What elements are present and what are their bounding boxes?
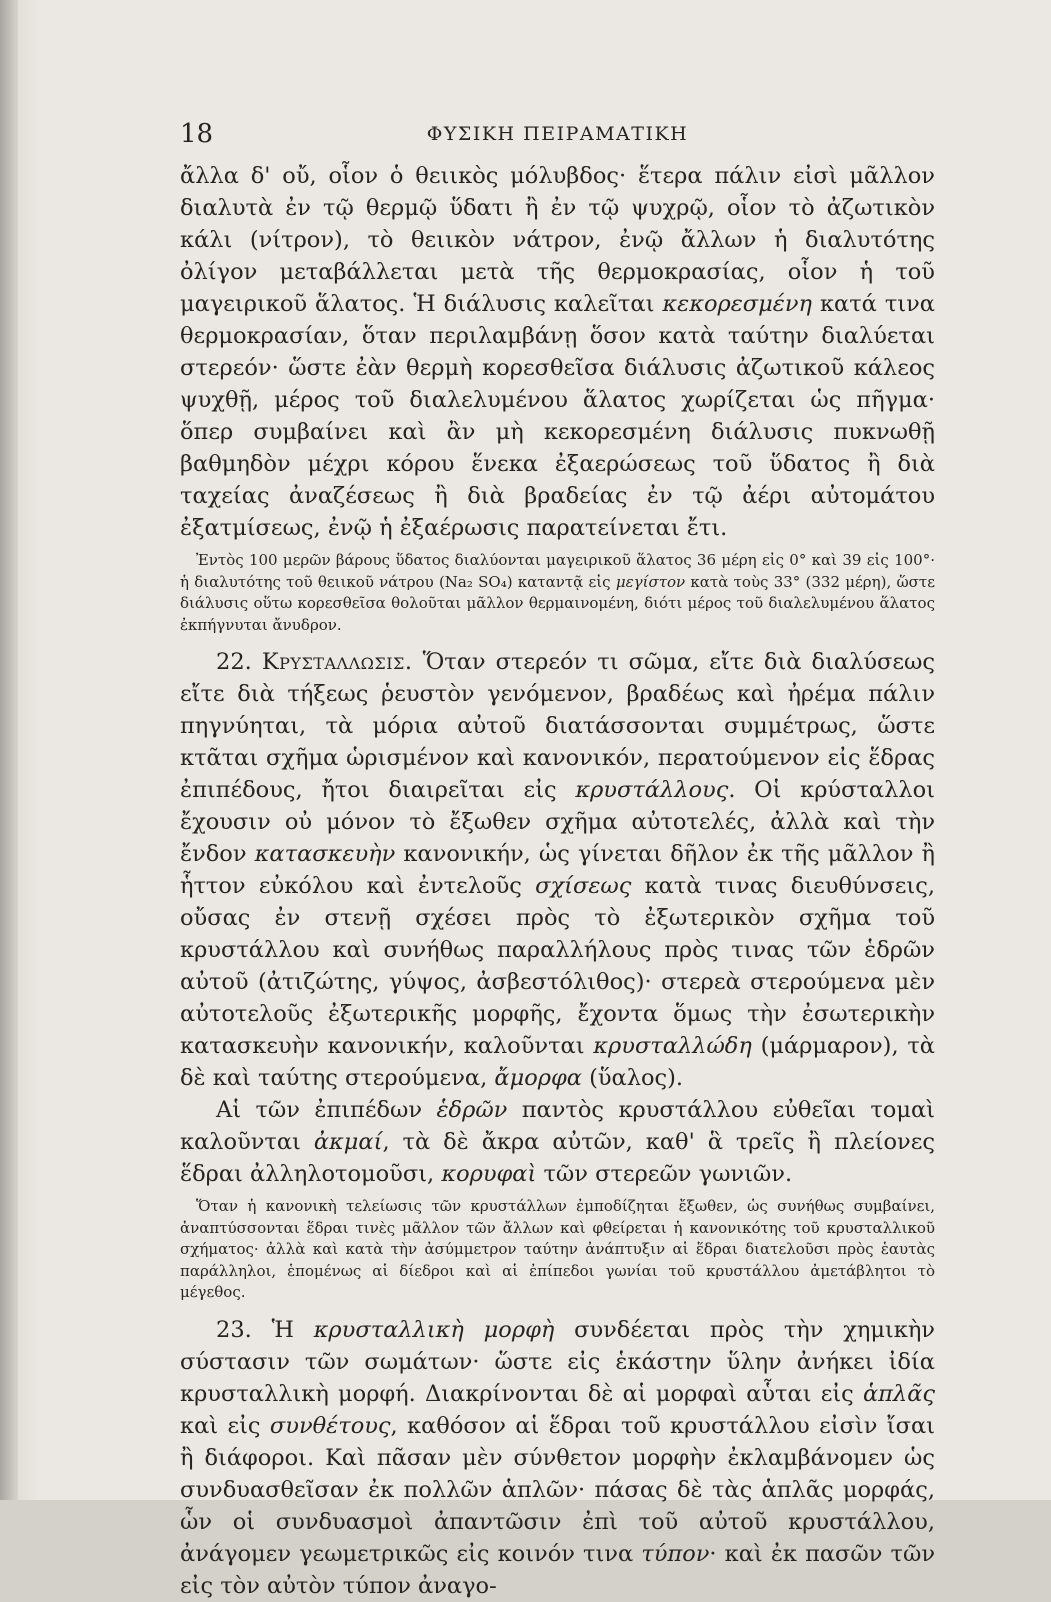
italic-term: σχίσεως: [535, 873, 632, 899]
text-run: (ὕαλος).: [581, 1065, 684, 1091]
text-run: καὶ εἰς: [180, 1412, 270, 1439]
text-run: κανονικήν, ὡς γίνεται δῆλον ἐκ τῆς μᾶλλον ἢ ἧττον εὐκόλου καὶ ἐντελοῦς: [180, 841, 935, 899]
paragraph-edges: [180, 1094, 935, 1190]
italic-term: συνθέτους: [269, 1412, 391, 1439]
text-run: ἄλλα δ' οὔ, οἷον ὁ θειικὸς μόλυβδος· ἕτερα πάλιν εἰσὶ μᾶλλον διαλυτὰ ἐν τῷ θερμῷ ὕδατι ἢ ἐν τῷ ψυχρῷ, οἷον τὸ ἀζωτικὸν κάλι (νίτρον), τὸ θειικὸν νάτρον, ἐνῷ ἄλλων ἡ διαλυτότης ὀλίγον μεταβάλλεται μετὰ τῆς θερμοκρασίας, οἷον ἡ τοῦ μαγειρικοῦ ἅλατος. Ἡ διάλυσις καλεῖται: [180, 163, 935, 317]
italic-term: κρυσταλλικὴ μορφὴ: [313, 1316, 555, 1343]
italic-term: κρυστάλλους: [575, 777, 729, 803]
italic-term: κορυφαὶ: [441, 1161, 537, 1187]
text-run: , τὰ δὲ ἄκρα αὐτῶν, καθ' ἃ τρεῖς ἢ πλείονες ἕδραι ἀλληλοτομοῦσι,: [180, 1129, 935, 1187]
italic-term: κεκορεσμένη: [662, 291, 813, 317]
italic-term: ἑδρῶν: [436, 1097, 508, 1123]
page-spine-shadow: [0, 0, 18, 1500]
paragraph-crystallization: [180, 646, 935, 1094]
text-run: , καθόσον αἱ ἕδραι τοῦ κρυστάλλου εἰσὶν ἴσαι ἢ διάφοροι. Καὶ πᾶσαν μὲν σύνθετον μορφὴν ἐκλαμβάνομεν ὡς συνδυασθεῖσαν ἐκ πολλῶν ἁπλῶν· πάσας δὲ τὰς ἁπλᾶς μορφάς, ὧν οἱ συνδυασμοὶ ἀπαντῶσιν ἐπὶ τοῦ αὐτοῦ κρυστάλλου, ἀνάγομεν γεωμετρικῶς εἰς κοινόν τινα: [180, 1412, 935, 1567]
text-run: . Οἱ κρύσταλλοι ἔχουσιν οὐ μόνον τὸ ἔξωθεν σχῆμα αὐτοτελές, ἀλλὰ καὶ τὴν ἔνδον: [180, 777, 935, 867]
text-run: κατὰ τοὺς 33° (332 μέρη), ὥστε διάλυσις οὕτω κορεσθεῖσα θολοῦται μᾶλλον θερμαινομένη, διότι μέρος τοῦ διαλελυμένου ἅλατος ἐκπήγνυται ἄνυδρον.: [180, 572, 935, 634]
italic-term: τύπον: [641, 1540, 710, 1567]
running-title: ΦΥΣΙΚΗ ΠΕΙΡΑΜΑΤΙΚΗ: [426, 123, 689, 145]
text-run: κατὰ τινας διευθύνσεις, οὔσας ἐν στενῇ σχέσει πρὸς τὸ ἐξωτερικὸν σχῆμα τοῦ κρυστάλλου καὶ συνήθως παραλλήλους πρὸς τινας τῶν ἑδρῶν αὐτοῦ (ἀτιζώτης, γύψος, ἀσβεστόλιθος)· στερεὰ στερούμενα μὲν αὐτοτελοῦς ἐξωτερικῆς μορφῆς, ἔχοντα ὅμως τὴν ἐσωτερικὴν κατασκευὴν κανονικήν, καλοῦνται: [180, 873, 935, 1059]
text-run: Ἐντὸς 100 μερῶν βάρους ὕδατος διαλύονται μαγειρικοῦ ἅλατος 36 μέρη εἰς 0° καὶ 39 εἰς 100°· ἡ διαλυτότης τοῦ θειικοῦ νάτρου (Na₂ SO₄) καταντᾷ εἰς: [180, 551, 935, 591]
text-run: · καὶ ἐκ πασῶν τῶν εἰς τὸν αὐτὸν τύπον ἀναγο-: [180, 1540, 935, 1599]
page-number: 18: [180, 119, 214, 149]
text-run: παντὸς κρυστάλλου εὐθεῖαι τομαὶ καλοῦνται: [180, 1097, 935, 1155]
page-body: [180, 160, 935, 1602]
text-run: κατά τινα θερμοκρασίαν, ὅταν περιλαμβάνῃ ὅσον κατὰ ταύτην διαλύεται στερεόν· ὥστε ἐὰν θερμὴ κορεσθεῖσα διάλυσις ἀζωτικοῦ κάλεος ψυχθῇ, μέρος τοῦ διαλελυμένου ἅλατος χωρίζεται ὡς πῆγμα· ὅπερ συμβαίνει καὶ ἂν μὴ κεκορεσμένη διάλυσις πυκνωθῇ βαθμηδὸν μέχρι κόρου ἕνεκα ἐξαερώσεως τοῦ ὕδατος ἢ διὰ ταχείας ἀναζέσεως ἢ διὰ βραδείας ἐν τῷ ἀέρι αὐτομάτου ἐξατμίσεως, ἐνῷ ἡ ἐξαέρωσις παρατείνεται ἔτι.: [180, 291, 935, 541]
text-run: Αἱ τῶν ἐπιπέδων: [216, 1097, 437, 1123]
text-run: Ὅταν στερεόν τι σῶμα, εἴτε διὰ διαλύσεως εἴτε διὰ τήξεως ῥευστὸν γενόμενον, βραδέως καὶ ἠρέμα πάλιν πηγνύηται, τὰ μόρια αὐτοῦ διατάσσονται συμμέτρως, ὥστε κτᾶται σχῆμα ὡρισμένον καὶ κανονικόν, περατούμενον εἰς ἕδρας ἐπιπέδους, ἤτοι διαιρεῖται εἰς: [180, 649, 936, 803]
text-run: συνδέεται πρὸς τὴν χημικὴν σύστασιν τῶν σωμάτων· ὥστε εἰς ἑκάστην ὕλην ἀνήκει ἰδία κρυσταλλικὴ μορφή. Διακρίνονται δὲ αἱ μορφαὶ αὗται εἰς: [180, 1316, 935, 1407]
footnote-crystal-faces: Ὅταν ἡ κανονικὴ τελείωσις τῶν κρυστάλλων ἐμποδίζηται ἔξωθεν, ὡς συνήθως συμβαίνει, ἀναπτύσσονται ἕδραι τινὲς μᾶλλον τῶν ἄλλων καὶ φθείρεται ἡ κανονικότης τοῦ κρυσταλλικοῦ σχήματος· ἀλλὰ καὶ κατὰ τὴν ἀσύμμετρον ταύτην ἀνάπτυξιν αἱ ἕδραι διατελοῦσι πρὸς ἑαυτὰς παράλληλοι, ἑπομένως αἱ δίεδροι καὶ αἱ ἐπίπεδοι γωνίαι τοῦ κρυστάλλου ἀμετάβλητοι τὸ μέγεθος.: [180, 1197, 935, 1301]
paragraph-crystal-form: [180, 1314, 935, 1602]
page-header: [180, 117, 935, 151]
text-run: (μάρμαρον), τὰ δὲ καὶ ταύτης στερούμενα,: [180, 1033, 935, 1091]
italic-term: μεγίστον: [615, 572, 686, 591]
italic-term: ἄμορφα: [494, 1065, 582, 1091]
italic-term: ἁπλᾶς: [862, 1380, 935, 1407]
footnote-solubility: [180, 550, 935, 636]
section-title: Κρυσταλλωσις.: [261, 649, 413, 675]
italic-term: ἀκμαί: [313, 1129, 383, 1155]
italic-term: κατασκευὴν: [254, 841, 396, 867]
italic-term: κρυσταλλώδη: [593, 1033, 752, 1059]
paragraph-solubility: [180, 160, 935, 544]
text-run: Ἡ: [251, 1316, 314, 1343]
section-number: 22.: [216, 649, 252, 675]
section-number: 23.: [216, 1316, 252, 1343]
text-run: τῶν στερεῶν γωνιῶν.: [536, 1161, 793, 1187]
